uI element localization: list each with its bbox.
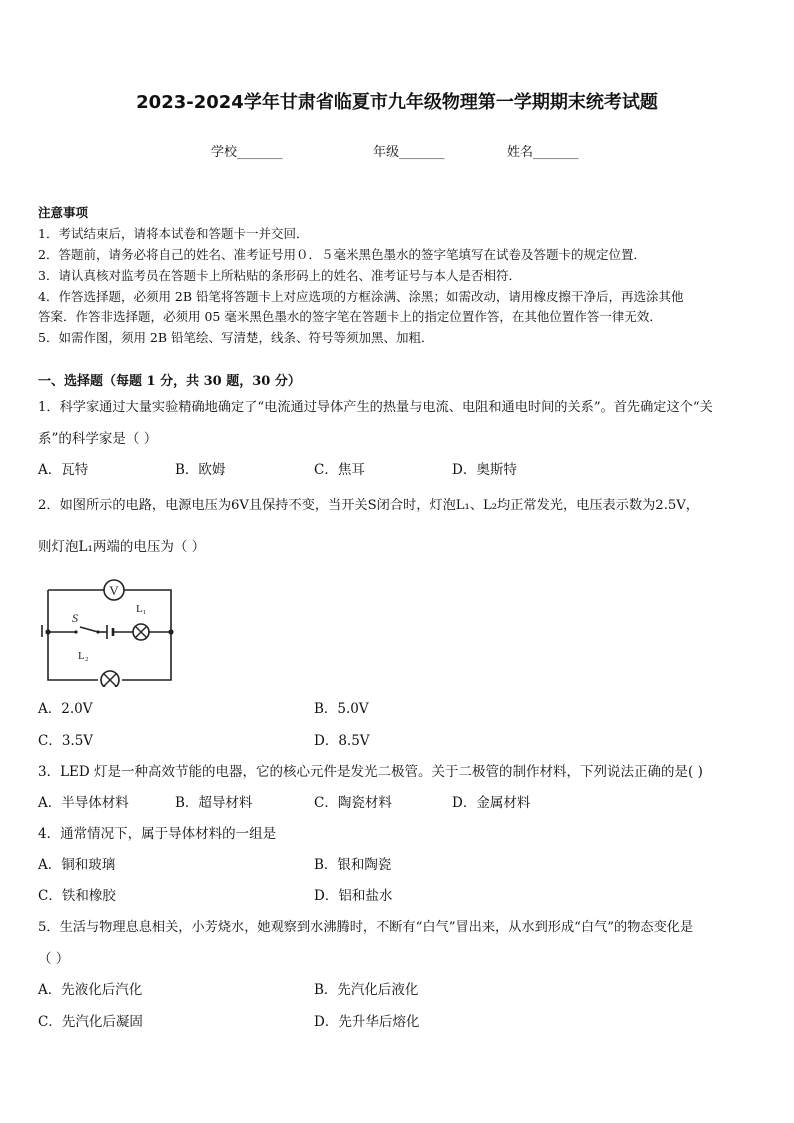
question-5-text: 5．生活与物理息息相关，小芳烧水，她观察到水沸腾时，不断有“白气”冒出来，从水到形成“白气”的物态变化是 xyxy=(38,920,694,935)
page-title: 2023-2024学年甘肃省临夏市九年级物理第一学期期末统考试题 xyxy=(136,92,658,113)
question-4-text: 4．通常情况下，属于导体材料的一组是 xyxy=(38,826,277,842)
lamp-2-label: L₂ xyxy=(78,650,89,662)
question-2-text: 2．如图所示的电路，电源电压为6V且保持不变，当开关S闭合时，灯泡L₁、L₂均正常发光，电压表示数为2.5V， xyxy=(38,498,699,513)
section-heading: 一、选择题（每题 1 分，共 30 题，30 分） xyxy=(38,374,301,389)
switch-contact xyxy=(74,630,77,633)
question-1-text: 1．科学家通过大量实验精确地确定了“电流通过导体产生的热量与电流、电阻和通电时间的关系”。首先确定这个“关 xyxy=(38,400,713,415)
voltmeter-symbol xyxy=(104,580,124,600)
q5-option-c: C．先汽化后凝固 xyxy=(38,1014,143,1030)
note-item: 2．答题前，请务必将自己的姓名、准考证号用０．５毫米黑色墨水的签字笔填写在试卷及答题卡的规定位置． xyxy=(38,247,646,262)
grade-field: 年级_______ xyxy=(373,145,445,160)
q1-option-c: C．焦耳 xyxy=(314,462,365,478)
junction-dot xyxy=(168,629,173,634)
q5-option-d: D．先升华后熔化 xyxy=(314,1014,420,1030)
note-item: 5．如需作图，须用 2B 铅笔绘、写清楚，线条、符号等须加黑、加粗． xyxy=(38,330,434,345)
q5-option-b: B．先汽化后液化 xyxy=(314,982,419,998)
q2-option-d: D．8.5V xyxy=(314,733,370,749)
junction-dot xyxy=(45,629,50,634)
circuit-diagram xyxy=(38,575,188,687)
q3-option-d: D．金属材料 xyxy=(452,795,531,811)
q4-option-c: C．铁和橡胶 xyxy=(38,888,116,904)
q4-option-a: A．铜和玻璃 xyxy=(38,857,116,873)
q3-option-a: A．半导体材料 xyxy=(38,795,129,811)
note-item: 4．作答选择题，必须用 2B 铅笔将答题卡上对应选项的方框涂满、涂黑；如需改动，请用橡皮擦干净后，再选涂其他 xyxy=(38,289,684,304)
q2-option-c: C．3.5V xyxy=(38,733,94,749)
school-field: 学校_______ xyxy=(211,145,283,160)
note-item: 1．考试结束后，请将本试卷和答题卡一并交回． xyxy=(38,226,309,241)
voltmeter-label: V xyxy=(109,583,119,598)
name-field: 姓名_______ xyxy=(507,145,579,160)
q4-option-d: D．铝和盐水 xyxy=(314,888,393,904)
question-1-text-cont: 系”的科学家是（ ） xyxy=(38,431,158,447)
q1-option-a: A．瓦特 xyxy=(38,462,89,478)
q5-option-a: A．先液化后汽化 xyxy=(38,982,143,998)
q1-option-d: D．奥斯特 xyxy=(452,462,517,478)
q3-option-b: B．超导材料 xyxy=(175,795,253,811)
q2-option-a: A．2.0V xyxy=(38,701,93,717)
question-5-text-cont: （ ） xyxy=(38,951,70,967)
switch-contact xyxy=(96,630,99,633)
switch-label: S xyxy=(72,611,78,625)
question-2-text-cont: 则灯泡L₁两端的电压为（ ） xyxy=(38,539,206,555)
q2-option-b: B．5.0V xyxy=(314,701,369,717)
note-item: 答案．作答非选择题，必须用 05 毫米黑色墨水的签字笔在答题卡上的指定位置作答，在其他位置作答一律无效． xyxy=(38,309,662,324)
lamp-2-symbol xyxy=(101,671,119,687)
q4-option-b: B．银和陶瓷 xyxy=(314,857,392,873)
question-3-text: 3．LED 灯是一种高效节能的电器，它的核心元件是发光二极管。关于二极管的制作材料，下列说法正确的是( ) xyxy=(38,764,703,780)
q1-option-b: B．欧姆 xyxy=(175,462,226,478)
q3-option-c: C．陶瓷材料 xyxy=(314,795,392,811)
note-item: 3．请认真核对监考员在答题卡上所粘贴的条形码上的姓名、准考证号与本人是否相符． xyxy=(38,268,521,283)
notes-heading: 注意事项 xyxy=(38,205,89,220)
lamp-1-label: L₁ xyxy=(136,603,147,615)
lamp-1-symbol xyxy=(133,624,149,640)
